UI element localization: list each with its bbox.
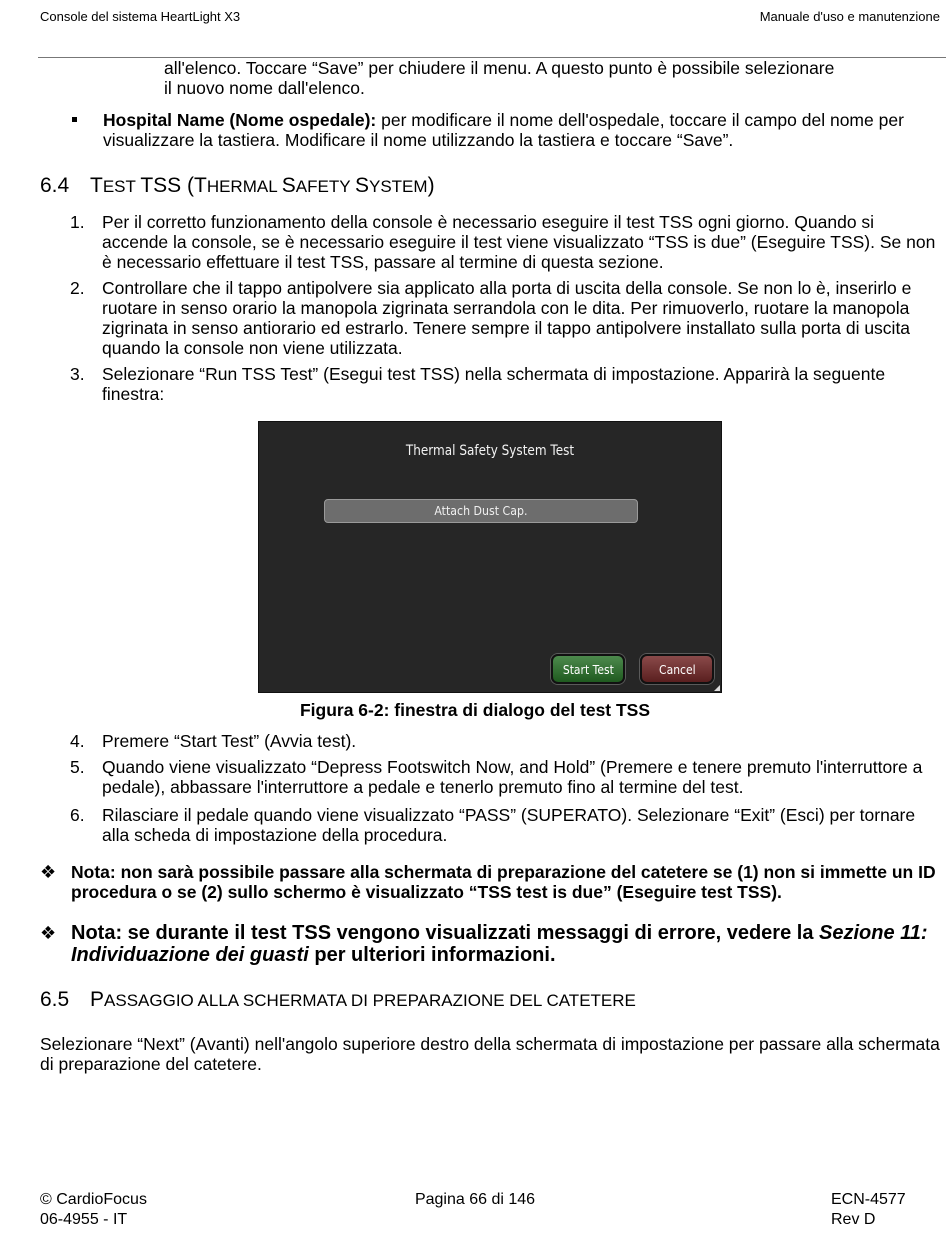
heading-part: EST	[102, 177, 141, 196]
header-manual-title: Manuale d'uso e manutenzione	[759, 9, 940, 24]
step-number: 4.	[70, 731, 85, 751]
step-4	[70, 731, 940, 751]
step-number: 6.	[70, 805, 85, 825]
diamond-bullet-icon: ❖	[40, 862, 57, 882]
heading-part: P	[90, 988, 105, 1011]
bullet-label: Hospital Name (Nome ospedale):	[103, 110, 377, 130]
heading-part: T	[90, 174, 103, 197]
section-6-4-heading	[40, 174, 435, 199]
section-6-5-text: Selezionare “Next” (Avanti) nell'angolo superiore destro della schermata di impostazione per passare alla schermata di preparazione del catetere.	[40, 1034, 940, 1074]
footer-doc-number: 06-4955 - IT	[40, 1211, 128, 1228]
heading-part: S	[354, 174, 369, 197]
step-text: Per il corretto funzionamento della console è necessario eseguire il test TSS ogni giorno. Quando si accende la console, se è necessario eseguire il test viene visualizzato “TSS is due” (Eseguire TSS). Se non è necessario effettuare il test TSS, passare al termine di questa sezione.	[102, 212, 936, 272]
step-3	[70, 364, 940, 404]
section-11-reference: Sezione 11: Individuazione dei guasti	[71, 922, 928, 966]
step-6	[70, 805, 940, 845]
tss-dialog-screenshot	[258, 421, 722, 693]
step-number: 5.	[70, 757, 85, 777]
step-text: Premere “Start Test” (Avvia test).	[102, 731, 357, 751]
step-text: Selezionare “Run TSS Test” (Esegui test TSS) nella schermata di impostazione. Apparirà la seguente finestra:	[102, 364, 886, 404]
heading-part: HERMAL	[206, 177, 282, 196]
heading-part: S	[281, 174, 296, 197]
heading-part: TSS (T	[140, 174, 207, 197]
status-field	[324, 499, 638, 523]
note-2	[40, 922, 945, 966]
square-bullet-icon	[72, 117, 77, 122]
step-number: 1.	[70, 212, 85, 232]
note-2-text: Nota: se durante il test TSS vengono visualizzati messaggi di errore, vedere la	[71, 922, 820, 944]
diamond-bullet-icon: ❖	[40, 923, 57, 943]
step-text: Rilasciare il pedale quando viene visualizzato “PASS” (SUPERATO). Selezionare “Exit” (Esci) per tornare alla scheda di impostazione della procedura.	[102, 805, 916, 845]
step-2	[70, 278, 940, 358]
status-text: Attach Dust Cap.	[434, 503, 528, 518]
note-1-text: Nota: non sarà possibile passare alla schermata di preparazione del catetere se (1) non si immette un ID procedura o se (2) sullo schermo è visualizzato “TSS test is due” (Eseguire test TSS).	[71, 862, 936, 902]
cancel-label: Cancel	[658, 663, 696, 677]
header-product-title: Console del sistema HeartLight X3	[40, 9, 241, 24]
section-6-5-heading	[40, 988, 636, 1013]
continued-line-1: all'elenco. Toccare “Save” per chiudere il menu. A questo punto è possibile selezionare	[164, 58, 835, 78]
figure-caption: Figura 6-2: finestra di dialogo del test TSS	[299, 700, 651, 720]
start-test-button[interactable]	[551, 654, 625, 684]
resize-corner-icon	[714, 685, 720, 691]
step-1	[70, 212, 940, 272]
footer-copyright: © CardioFocus	[40, 1191, 147, 1208]
step-text: Controllare che il tappo antipolvere sia applicato alla porta di uscita della console. Se non lo è, inserirlo e ruotare in senso orario la manopola zigrinata serrandola con le dita. Per rimuoverlo, ruotare la manopola zigrinata in senso antiorario ed estrarlo. Tenere sempre il tappo antipolvere installato sulla porta di uscita quando la console non viene utilizzata.	[102, 278, 912, 358]
hospital-name-bullet	[72, 110, 940, 150]
step-text: Quando viene visualizzato “Depress Footswitch Now, and Hold” (Premere e tenere premuto l'interruttore a pedale), abbassare l'interruttore a pedale e tenerlo premuto fino al termine del test.	[102, 757, 923, 797]
footer-ecn: ECN-4577	[831, 1191, 906, 1208]
step-5	[70, 757, 940, 797]
note-2-text-end: per ulteriori informazioni.	[308, 944, 556, 966]
start-test-label: Start Test	[562, 663, 614, 677]
bullet-text: per modificare il nome dell'ospedale, toccare il campo del nome per visualizzare la tastiera. Modificare il nome utilizzando la tastiera e toccare “Save”.	[103, 110, 904, 150]
section-number: 6.4	[40, 174, 70, 197]
footer-right	[831, 1190, 906, 1230]
step-number: 3.	[70, 364, 85, 384]
dialog-title: Thermal Safety System Test	[405, 443, 575, 459]
section-number: 6.5	[40, 988, 70, 1011]
continued-line-2: il nuovo nome dall'elenco.	[164, 78, 365, 98]
footer-rev: Rev D	[831, 1211, 876, 1228]
step-number: 2.	[70, 278, 85, 298]
footer-page-number: Pagina 66 di 146	[414, 1191, 536, 1208]
heading-part: )	[427, 174, 435, 197]
heading-part: AFETY	[295, 177, 355, 196]
cancel-button[interactable]	[640, 654, 714, 684]
note-1	[40, 862, 945, 902]
continued-paragraph	[164, 58, 944, 98]
heading-part: YSTEM	[369, 177, 428, 196]
heading-part: ASSAGGIO ALLA SCHERMATA DI PREPARAZIONE DEL CATETERE	[104, 991, 636, 1010]
